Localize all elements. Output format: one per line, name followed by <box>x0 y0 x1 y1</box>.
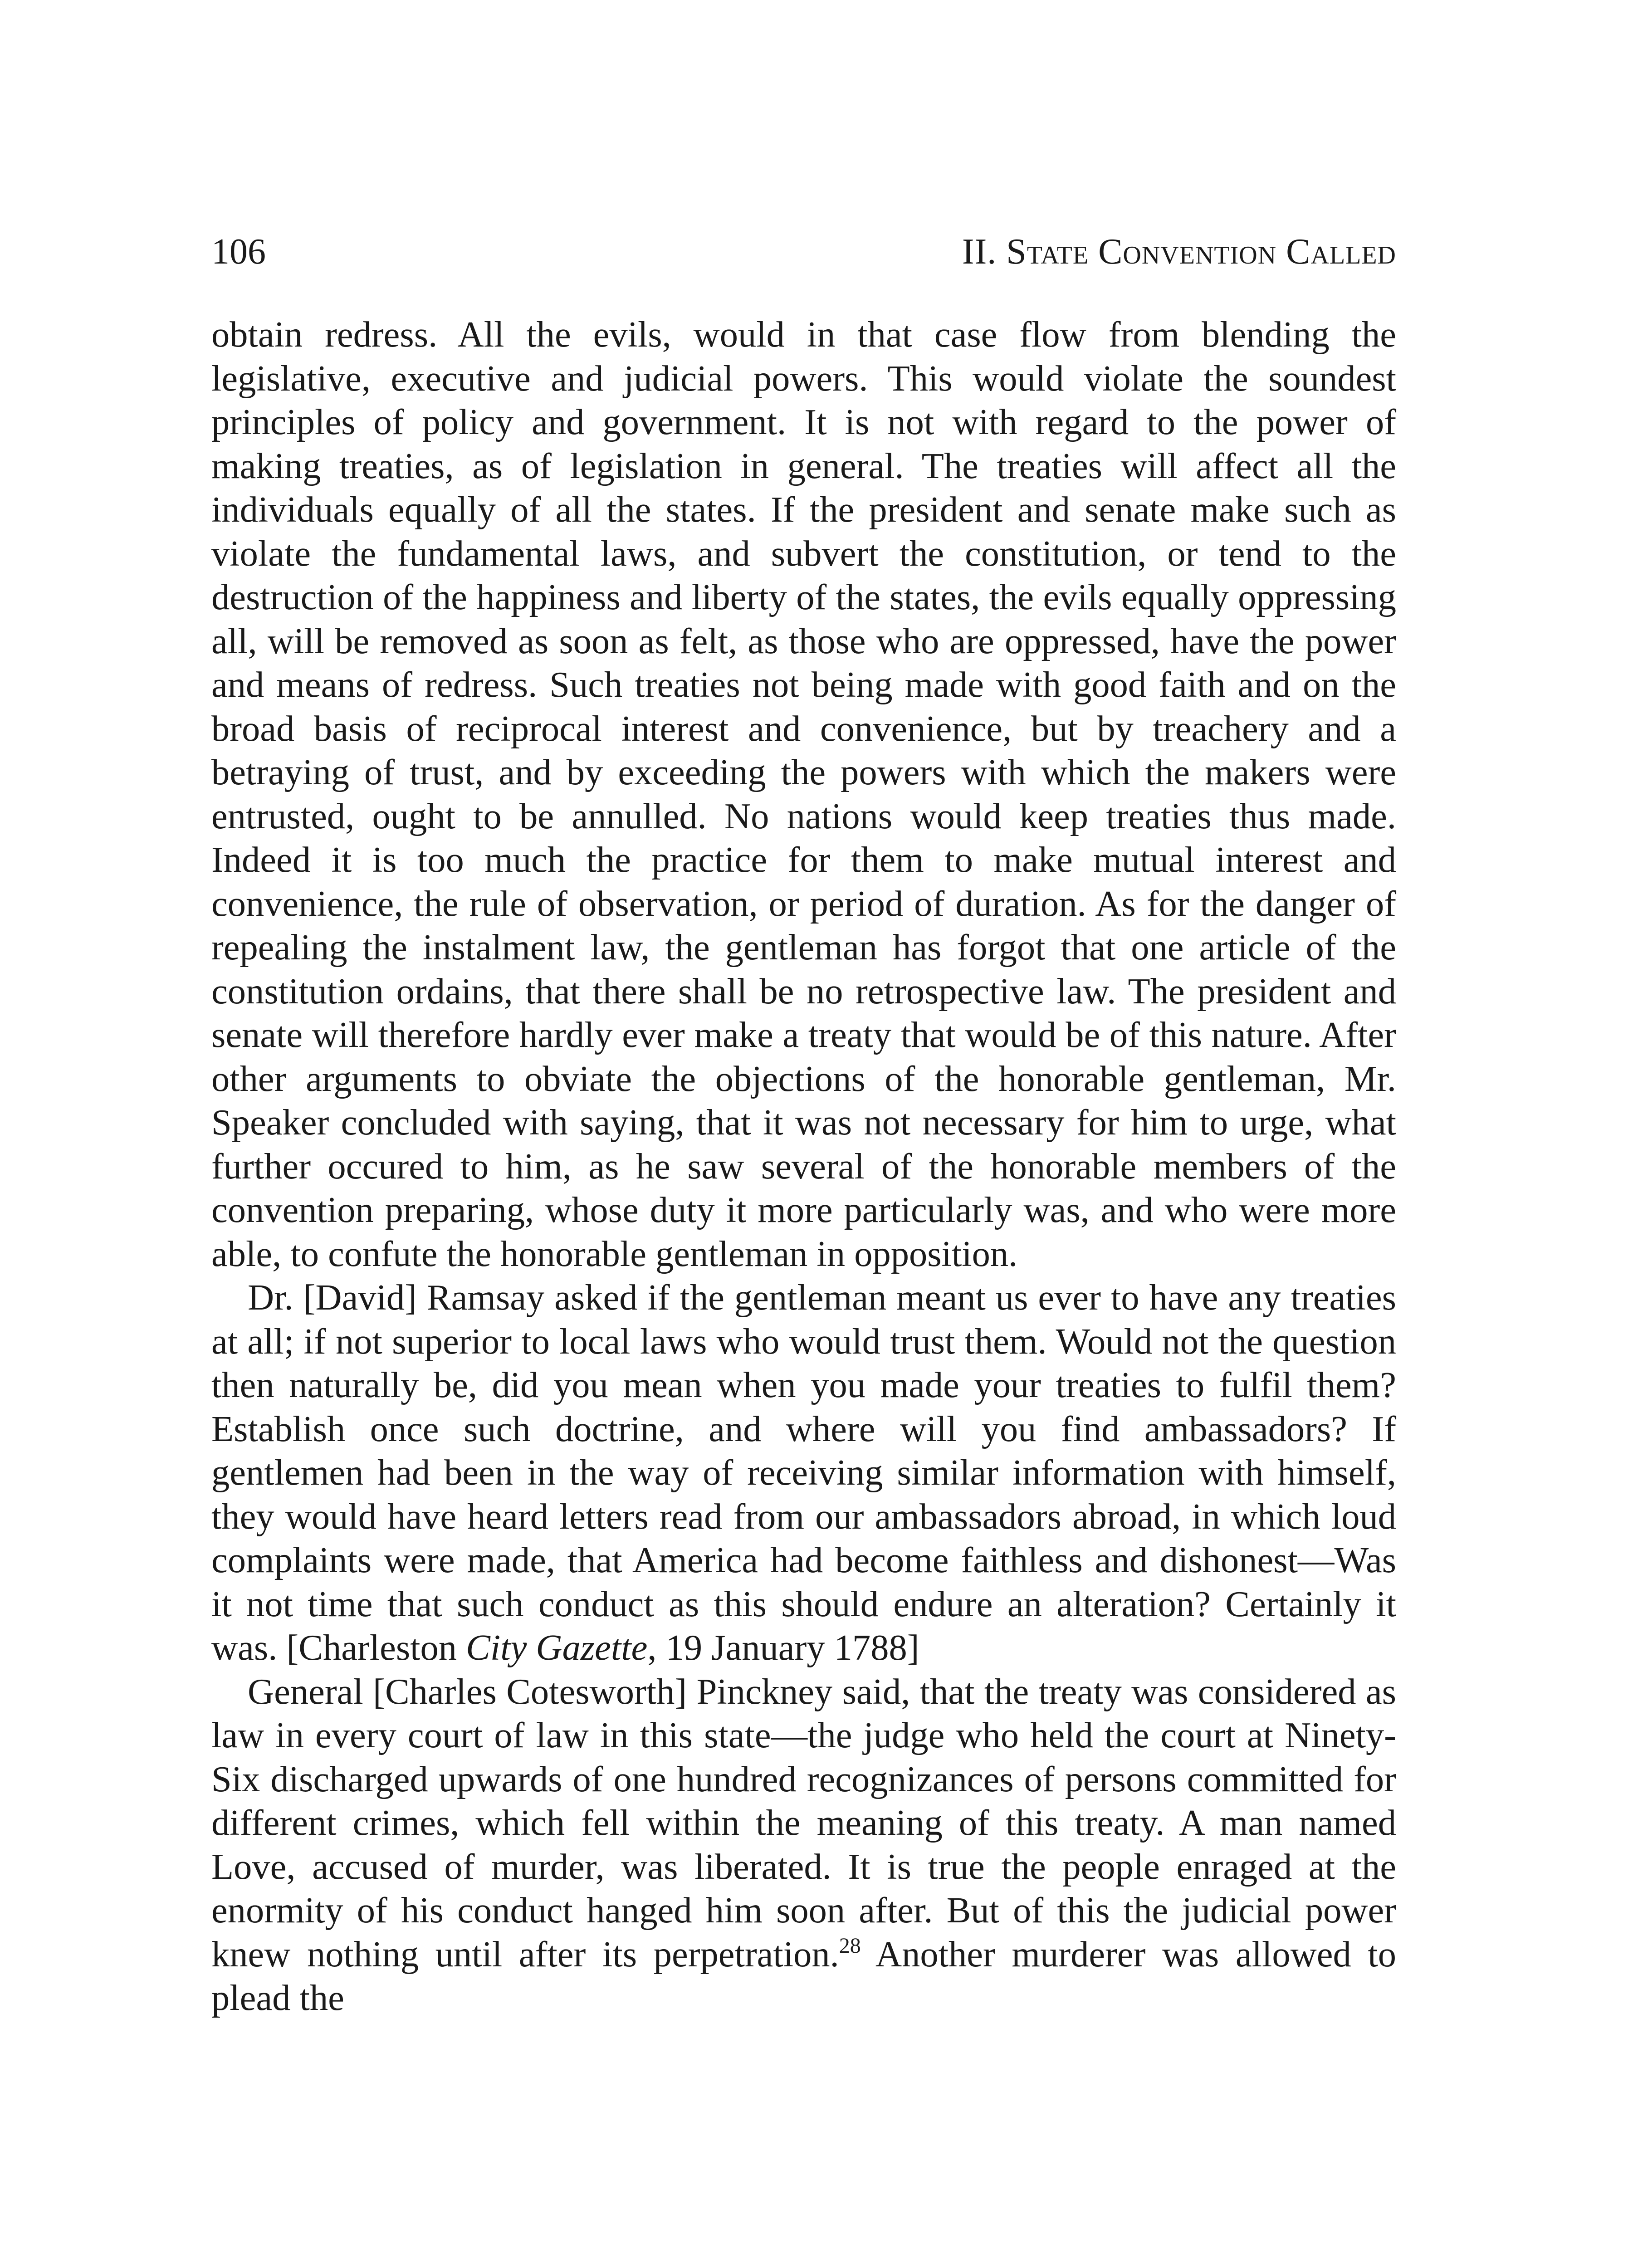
paragraph-text-continued: Another murderer was allowed to plead the <box>211 1934 1396 2018</box>
page-number: 106 <box>211 232 266 272</box>
paragraph-ramsay <box>211 1276 1396 1670</box>
citation-date: , 19 January 1788] <box>647 1628 919 1668</box>
body-text <box>211 313 1396 2020</box>
paragraph-text: obtain redress. All the evils, would in that case flow from blending the legislative, executive and judicial powers. This would violate the soundest principles of policy and government. It is not with regard to the power of making treaties, as of legislation in general. The treaties will affect all the individuals equally of all the states. If the president and senate make such as violate the fundamental laws, and subvert the constitution, or tend to the destruction of the happiness and liberty of the states, the evils equally oppressing all, will be removed as soon as felt, as those who are oppressed, have the power and means of redress. Such treaties not being made with good faith and on the broad basis of reciprocal interest and convenience, but by treachery and a betraying of trust, and by exceeding the powers with which the makers were entrusted, ought to be annulled. No nations would keep treaties thus made. Indeed it is too much the practice for them to make mutual interest and convenience, the rule of observation, or period of duration. As for the danger of repealing the instalment law, the gentleman has forgot that one article of the constitution ordains, that there shall be no retrospective law. The president and senate will therefore hardly ever make a treaty that would be of this nature. After other arguments to obviate the objections of the honorable gentleman, Mr. Speaker concluded with saying, that it was not necessary for him to urge, what further occured to him, as he saw several of the honorable members of the convention preparing, whose duty it more particularly was, and who were more able, to confute the honorable gentleman in opposition. <box>211 314 1396 1274</box>
paragraph-pinckney <box>211 1670 1396 2020</box>
page-header <box>211 227 1396 277</box>
citation-source: City Gazette <box>466 1628 648 1668</box>
running-head: II. State Convention Called <box>962 232 1396 272</box>
paragraph-continuation <box>211 313 1396 1276</box>
paragraph-text: Dr. [David] Ramsay asked if the gentleman meant us ever to have any treaties at all; if not superior to local laws who would trust them. Would not the question then naturally be, did you mean when you made your treaties to fulfil them? Establish once such doctrine, and where will you find ambassadors? If gentlemen had been in the way of receiving similar information with himself, they would have heard letters read from our ambassadors abroad, in which loud complaints were made, that America had become faithless and dishonest—Was it not time that such conduct as this should endure an alteration? Certainly it was. [Charleston <box>211 1277 1396 1668</box>
paragraph-text: General [Charles Cotesworth] Pinckney said, that the treaty was considered as law in every court of law in this state—the judge who held the court at Ninety-Six discharged upwards of one hundred recognizances of persons committed for different crimes, which fell within the meaning of this treaty. A man named Love, accused of murder, was liberated. It is true the people enraged at the enormity of his conduct hanged him soon after. But of this the judicial power knew nothing until after its perpetration. <box>211 1671 1396 1975</box>
footnote-reference[interactable]: 28 <box>839 1933 861 1958</box>
